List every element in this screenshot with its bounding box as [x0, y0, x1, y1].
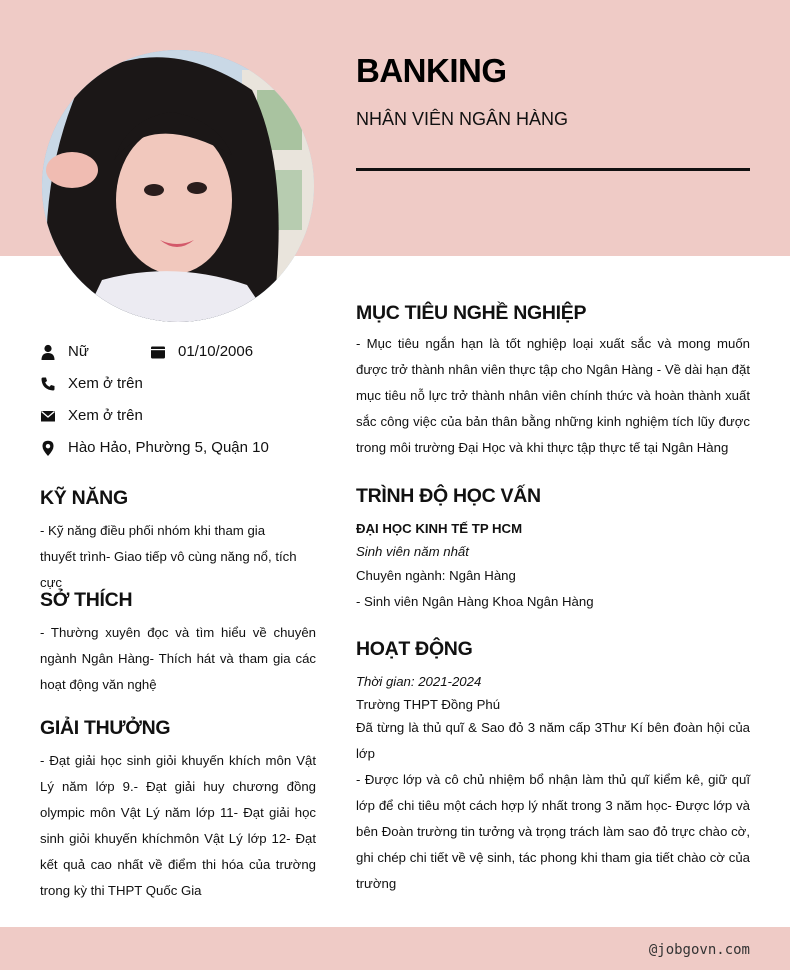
phone-icon — [40, 376, 56, 392]
activities-desc-1: Đã từng là thủ quĩ & Sao đỏ 3 năm cấp 3Thư Kí bên đoàn hội của lớp — [356, 720, 750, 761]
skills-text: - Kỹ năng điều phối nhóm khi tham gia thuyết trình- Giao tiếp vô cùng năng nổ, tích cực — [40, 523, 297, 590]
objective-heading: MỤC TIÊU NGHỀ NGHIỆP — [356, 302, 587, 324]
job-title: NHÂN VIÊN NGÂN HÀNG — [356, 109, 569, 129]
candidate-name: BANKING — [356, 52, 507, 89]
objective-text: - Mục tiêu ngắn hạn là tốt nghiệp loại xuất sắc và mong muốn được trở thành nhân viên thực tập cho Ngân Hàng - Về dài hạn đặt mục tiêu nỗ lực trở thành nhân viên chính thức và hoàn thành xuất sắc công việc của bản thân bằng những kinh nghiệm tích lũy được trong môi trường Đại Học và khi thực tập thực tế tại Ngân Hàng — [356, 336, 750, 455]
header-divider — [356, 168, 750, 171]
education-year: Sinh viên năm nhất — [356, 544, 469, 559]
activities-period: Thời gian: 2021-2024 — [356, 674, 482, 689]
location-pin-icon — [40, 440, 56, 456]
hobbies-text: - Thường xuyên đọc và tìm hiểu về chuyên ngành Ngân Hàng- Thích hát và tham gia các hoạt động văn nghệ — [40, 625, 316, 692]
mail-icon — [40, 408, 56, 424]
education-heading: TRÌNH ĐỘ HỌC VẤN — [356, 485, 541, 507]
calendar-icon — [150, 344, 166, 360]
education-school: ĐẠI HỌC KINH TẾ TP HCM — [356, 521, 523, 536]
activities-heading: HOẠT ĐỘNG — [356, 638, 473, 660]
phone-row — [40, 375, 143, 392]
awards-text: - Đạt giải học sinh giỏi khuyến khích môn Vật Lý năm lớp 9.- Đạt giải huy chương đồng olympic môn Vật Lý năm lớp 11- Đạt giải học sinh giỏi khuyến khíchmôn Vật Lý lớp 12- Đạt kết quả cao nhất về điểm thi hóa của trường trong kỳ thi THPT Quốc Gia — [40, 753, 316, 898]
education-major: Chuyên ngành: Ngân Hàng — [356, 568, 516, 583]
hobbies-heading: SỞ THÍCH — [40, 589, 133, 611]
email-value: Xem ở trên — [68, 407, 143, 424]
address-value: Hào Hảo, Phường 5, Quận 10 — [68, 439, 269, 456]
skills-heading: KỸ NĂNG — [40, 487, 128, 509]
user-icon — [40, 344, 56, 360]
education-detail: - Sinh viên Ngân Hàng Khoa Ngân Hàng — [356, 594, 594, 609]
awards-heading: GIẢI THƯỞNG — [40, 717, 171, 739]
gender-value: Nữ — [68, 343, 89, 360]
address-row — [40, 439, 269, 456]
birthdate-row — [150, 343, 253, 360]
gender-row — [40, 343, 89, 360]
profile-photo — [42, 50, 314, 322]
email-row — [40, 407, 143, 424]
activities-desc-2: - Được lớp và cô chủ nhiệm bổ nhận làm thủ quĩ kiểm kê, giữ quĩ lớp để chi tiêu một cách hợp lý nhất trong 3 năm học- Được lớp và bên Đoàn trường tin tưởng và trọng trách làm sao đỏ trực chào cờ, ghi chép chi tiết về vệ sinh, tác phong khi tham gia tiết chào cờ của trường — [356, 772, 750, 891]
footer-brand: @jobgovn.com — [648, 942, 750, 958]
phone-value: Xem ở trên — [68, 375, 143, 392]
birthdate-value: 01/10/2006 — [178, 343, 254, 360]
activities-org: Trường THPT Đồng Phú — [356, 697, 501, 712]
